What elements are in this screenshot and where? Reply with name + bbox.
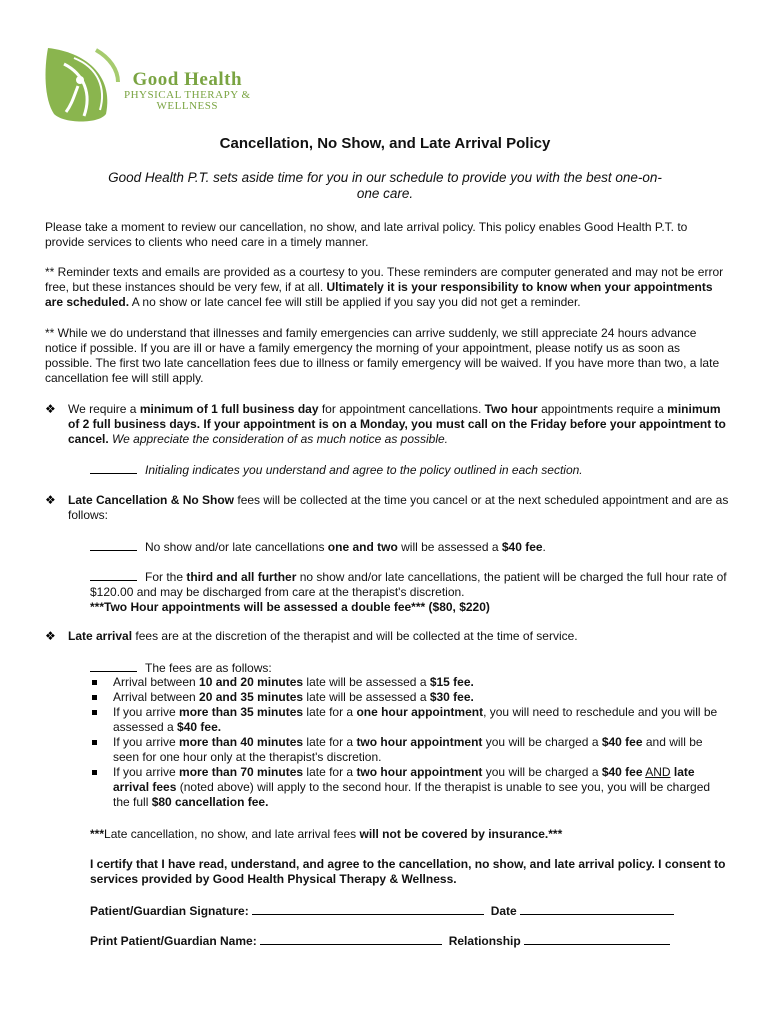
initial-blank[interactable] <box>90 660 137 672</box>
list-item: If you arrive more than 40 minutes late for a two hour appointment you will be charged a $40 fee and will be seen for one hour only at the therapist's discretion. <box>90 735 730 765</box>
logo-title: Good Health <box>132 69 243 90</box>
fees-intro: The fees are as follows: <box>90 660 730 676</box>
list-item: If you arrive more than 35 minutes late for a one hour appointment, you will need to reschedule and you will be assessed a $40 fee. <box>90 705 730 735</box>
insurance-note: ***Late cancellation, no show, and late arrival fees will not be covered by insurance.*** <box>90 827 563 841</box>
fee-one-two: No show and/or late cancellations one and two will be assessed a $40 fee. <box>90 539 730 555</box>
logo-subtitle-2: WELLNESS <box>156 100 218 112</box>
leaf-logo-icon <box>44 44 124 126</box>
signature-row <box>90 903 730 919</box>
initial-blank[interactable] <box>90 569 137 581</box>
fee-third-further: For the third and all further no show and/or late cancellations, the patient will be charged the full hour rate of $120.00 and may be discharged from care at the therapist's discretion. ***Two Hour appointments will be assessed a double fee*** ($80, $220) <box>90 570 727 614</box>
certify-statement: I certify that I have read, understand, and agree to the cancellation, no show, and late arrival policy. I consent to services provided by Good Health Physical Therapy & Wellness. <box>90 857 726 886</box>
signature-label: Patient/Guardian Signature: <box>90 904 249 918</box>
relationship-label: Relationship <box>448 934 521 948</box>
relationship-field[interactable] <box>524 933 670 945</box>
late-fee-list <box>90 675 730 810</box>
cancellation-bullet: ❖ We require a minimum of 1 full business day for appointment cancellations. Two hour appointments require a minimum of 2 full business days. If your appointment is on a Monday, you must call on the Friday before your appointment to cancel. We appreciate the consideration of as much notice as possible. <box>45 402 726 446</box>
date-label: Date <box>490 904 517 918</box>
diamond-bullet-icon: ❖ <box>45 493 56 507</box>
logo <box>44 44 274 126</box>
diamond-bullet-icon: ❖ <box>45 402 56 416</box>
intro-paragraph: Please take a moment to review our cancellation, no show, and late arrival policy. This policy enables Good Health P.T. to provide services to clients who need care in a timely manner. <box>45 220 688 249</box>
initial-blank[interactable] <box>90 462 137 474</box>
subtitle: Good Health P.T. sets aside time for you in our schedule to provide you with the best one-on-one care. <box>108 170 662 201</box>
signature-field[interactable] <box>252 903 484 915</box>
print-name-field[interactable] <box>260 933 442 945</box>
reminder-paragraph: ** Reminder texts and emails are provided as a courtesy to you. These reminders are computer generated and may not be error free, but these instances should be very few, if at all. Ultimately it is your responsibility to know when your appointments are scheduled. A no show or late cancel fee will still be applied if you say you did not get a reminder. <box>45 265 724 309</box>
late-cancel-bullet: ❖ Late Cancellation & No Show fees will be collected at the time you cancel or at the next scheduled appointment and are as follows: <box>45 493 729 522</box>
date-field[interactable] <box>520 903 674 915</box>
list-item: Arrival between 20 and 35 minutes late will be assessed a $30 fee. <box>90 690 730 705</box>
diamond-bullet-icon: ❖ <box>45 629 56 643</box>
logo-text <box>124 70 251 112</box>
print-name-row <box>90 933 730 949</box>
page-title: Cancellation, No Show, and Late Arrival Policy <box>219 135 551 152</box>
print-name-label: Print Patient/Guardian Name: <box>90 934 257 948</box>
logo-subtitle-1: PHYSICAL THERAPY & <box>124 89 251 101</box>
list-item: If you arrive more than 70 minutes late for a two hour appointment you will be charged a $40 fee AND late arrival fees (noted above) will apply to the second hour. If the therapist is unable to see you, you will be charged the full $80 cancellation fee. <box>90 765 730 810</box>
late-arrival-bullet: ❖ Late arrival fees are at the discretion of the therapist and will be collected at the time of service. <box>45 629 578 643</box>
list-item: Arrival between 10 and 20 minutes late will be assessed a $15 fee. <box>90 675 730 690</box>
initialing-line: Initialing indicates you understand and agree to the policy outlined in each section. <box>90 462 730 478</box>
illness-paragraph: ** While we do understand that illnesses and family emergencies can arrive suddenly, we still appreciate 24 hours advance notice if possible. If you are ill or have a family emergency the morning of your appointment, please notify us as soon as possible. The first two late cancellation fees due to illness or family emergency will be waived. If you have more than two, a late cancellation fee will still apply. <box>45 326 720 385</box>
initial-blank[interactable] <box>90 539 137 551</box>
